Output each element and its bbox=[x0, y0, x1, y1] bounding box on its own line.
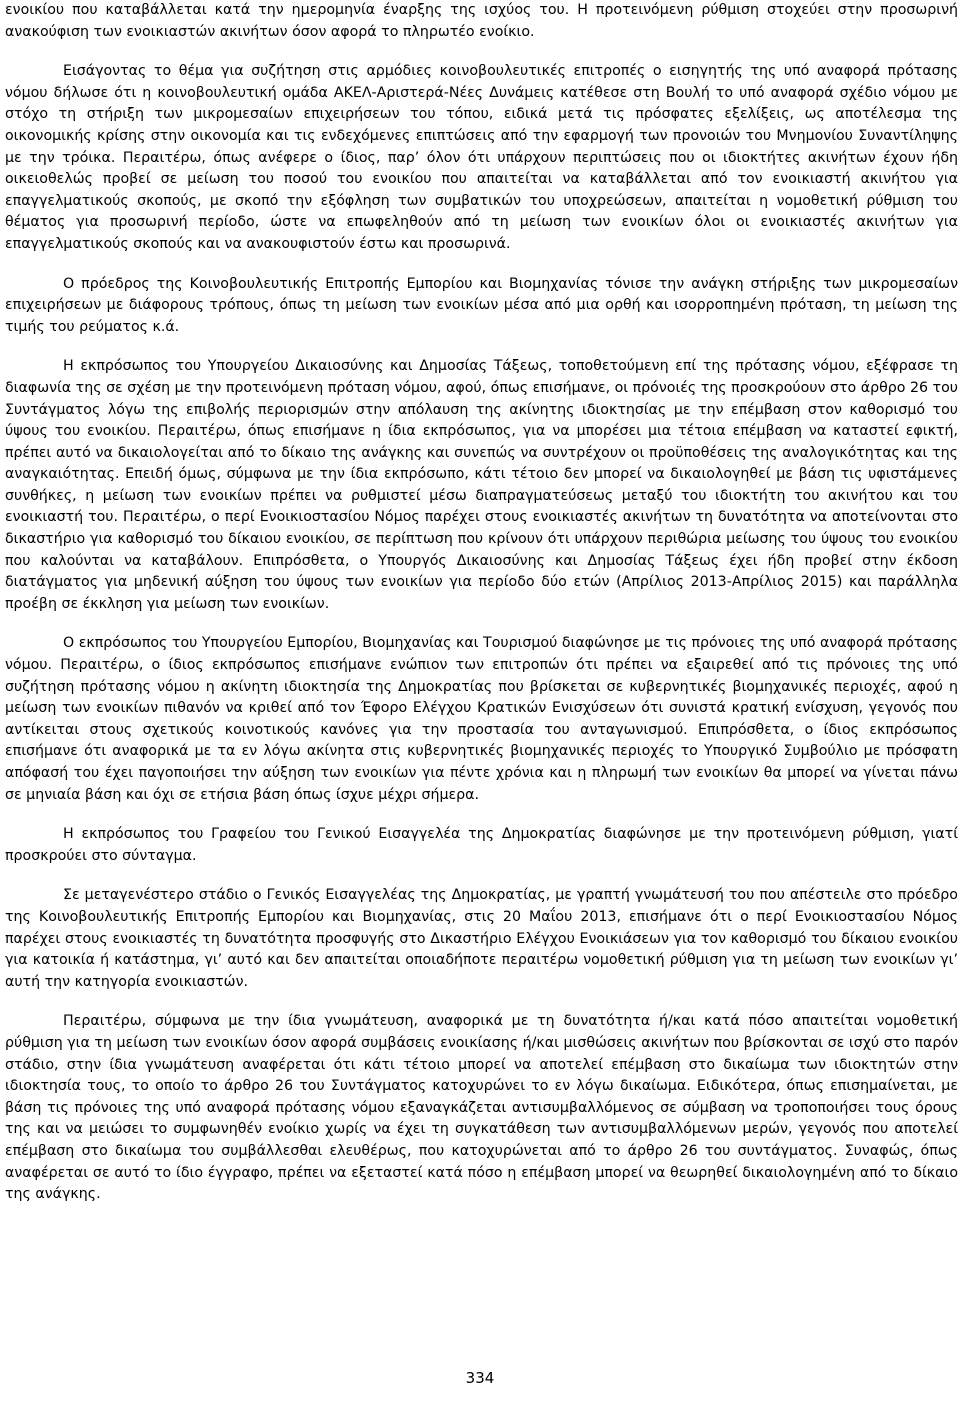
paragraph-spacer bbox=[5, 806, 958, 824]
paragraph-7: Σε μεταγενέστερο στάδιο ο Γενικός Εισαγγελέας της Δημοκρατίας, με γραπτή γνωμάτευσή του που απέστειλε στο πρόεδρο της Κοινοβουλευτικής Επιτροπής Εμπορίου και Βιομηχανίας, στις 20 Μαΐου 2013, επισήμανε ότι ο περί Ενοικιοστασίου Νόμος παρέχει στους ενοικιαστές τη δυνατότητα προσφυγής στο Δικαστήριο Ελέγχου Ενοικιάσεων για τον καθορισμό του δίκαιου ενοικίου για κατοικία ή κατάστημα, γι’ αυτό και δεν απαιτείται οποιαδήποτε περαιτέρω νομοθετική ρύθμιση για τη μείωση των ενοικίων γι’ αυτή την κατηγορία ενοικιαστών. bbox=[5, 887, 958, 990]
document-page bbox=[5, 0, 958, 1206]
paragraph-3: Ο πρόεδρος της Κοινοβουλευτικής Επιτροπής Εμπορίου και Βιομηχανίας τόνισε την ανάγκη στήριξης των μικρομεσαίων επιχειρήσεων με διάφορους τρόπους, όπως τη μείωση των ενοικίων μέσα από μια ορθή και ισορροπημένη πρόταση, τη μείωση της τιμής του ρεύματος κ.ά. bbox=[5, 275, 958, 335]
paragraph-spacer bbox=[5, 256, 958, 274]
paragraph-5: Ο εκπρόσωπος του Υπουργείου Εμπορίου, Βιομηχανίας και Τουρισμού διαφώνησε με τις πρόνοιες της υπό αναφορά πρότασης νόμου. Περαιτέρω, ο ίδιος εκπρόσωπος επισήμανε ενώπιον των επιτροπών ότι πρέπει να εξαιρεθεί από τις πρόνοιες της υπό συζήτηση πρότασης νόμου η ακίνητη ιδιοκτησία της Δημοκρατίας που βρίσκεται σε κυβερνητικές βιομηχανικές περιοχές, αφού η μείωση των ενοικίων πιθανόν να κριθεί από τον Έφορο Ελέγχου Κρατικών Ενισχύσεων ότι συνιστά κρατική ενίσχυση, γεγονός που αντίκειται στους σχετικούς κοινοτικούς κανόνες για την προστασία του ανταγωνισμού. Επιπρόσθετα, ο ίδιος εκπρόσωπος επισήμανε ότι αναφορικά με τα εν λόγω ακίνητα στις κυβερνητικές βιομηχανικές περιοχές το Υπουργικό Συμβούλιο με πρόσφατη απόφασή του έχει παγοποιήσει την αύξηση των ενοικίων για πέντε χρόνια και η πληρωμή των ενοικίων θα μπορεί να γίνεται πάνω σε μηνιαία βάση και όχι σε ετήσια βάση όπως ίσχυε μέχρι σήμερα. bbox=[5, 635, 958, 803]
paragraph-2: Εισάγοντας το θέμα για συζήτηση στις αρμόδιες κοινοβουλευτικές επιτροπές ο εισηγητής της υπό αναφορά πρότασης νόμου δήλωσε ότι η κοινοβουλευτική ομάδα ΑΚΕΛ-Αριστερά-Νέες Δυνάμεις κατέθεσε στη Βουλή το υπό αναφορά σχέδιο νόμου με στόχο τη στήριξη των μικρομεσαίων επιχειρήσεων του τόπου, ειδικά μετά τις πρόσφατες εξελίξεις, ως αποτέλεσμα της οικονομικής κρίσης στην οικονομία και τις ενδεχόμενες επιπτώσεις από την εφαρμογή των προνοιών του Μνημονίου Συναντίληψης με την τρόικα. Περαιτέρω, όπως ανέφερε ο ίδιος, παρ’ όλον ότι υπάρχουν περιπτώσεις που οι ιδιοκτήτες ακινήτων έχουν ήδη οικειοθελώς προβεί σε μείωση του ποσού του ενοικίου που απαιτείται να καταβάλλεται από τον ενοικιαστή ακινήτου για επαγγελματικούς σκοπούς, με σκοπό την εξόφληση των συμβατικών του υποχρεώσεων, απαιτείται η νομοθετική ρύθμιση του θέματος για προσωρινή περίοδο, ώστε να επωφεληθούν από τη μείωση των ενοικίων όλοι οι ενοικιαστές ακινήτων για επαγγελματικούς σκοπούς και να ανακουφιστούν έστω και προσωρινά. bbox=[5, 63, 958, 252]
paragraph-spacer bbox=[5, 615, 958, 633]
paragraph-spacer bbox=[5, 338, 958, 356]
paragraph-spacer bbox=[5, 867, 958, 885]
paragraph-6: Η εκπρόσωπος του Γραφείου του Γενικού Εισαγγελέα της Δημοκρατίας διαφώνησε με την προτεινόμενη ρύθμιση, γιατί προσκρούει στο σύνταγμα. bbox=[5, 826, 958, 864]
paragraph-spacer bbox=[5, 43, 958, 61]
paragraph-1: ενοικίου που καταβάλλεται κατά την ημερομηνία έναρξης της ισχύος του. Η προτεινόμενη ρύθμιση στοχεύει στην προσωρινή ανακούφιση των ενοικιαστών ακινήτων όσον αφορά το πληρωτέο ενοίκιο. bbox=[5, 2, 958, 40]
page-number: 334 bbox=[465, 1369, 495, 1387]
paragraph-8: Περαιτέρω, σύμφωνα με την ίδια γνωμάτευση, αναφορικά με τη δυνατότητα ή/και κατά πόσο απαιτείται νομοθετική ρύθμιση για τη μείωση των ενοικίων όσον αφορά συμβάσεις ενοικίασης ή/και μισθώσεις ακινήτων που βρίσκονται σε ισχύ στο παρόν στάδιο, στην ίδια γνωμάτευση αναφέρεται ότι κάτι τέτοιο μπορεί να αποτελεί επέμβαση στο δικαίωμα των ιδιοκτητών στην ιδιοκτησία τους, το οποίο το άρθρο 26 του Συντάγματος κατοχυρώνει το εν λόγω δικαίωμα. Ειδικότερα, όπως επισημαίνεται, με βάση τις πρόνοιες της υπό αναφορά πρότασης νόμου εξαναγκάζεται αντισυμβαλλόμενος σε σύμβαση να τροποποιήσει τους όρους της και να μειώσει το συμφωνηθέν ενοίκιο χωρίς να έχει τη συγκατάθεση των αντισυμβαλλόμενων μερών, γεγονός που αποτελεί επέμβαση στο δικαίωμα του συμβάλλεσθαι ελευθέρως, που κατοχυρώνεται από το άρθρο 26 του συντάγματος. Συναφώς, όπως αναφέρεται σε αυτό το ίδιο έγγραφο, πρέπει να εξεταστεί κατά πόσο η επέμβαση μπορεί να θεωρηθεί δικαιολογημένη από το δίκαιο της ανάγκης. bbox=[5, 1013, 958, 1203]
paragraph-spacer bbox=[5, 993, 958, 1011]
paragraph-4: Η εκπρόσωπος του Υπουργείου Δικαιοσύνης και Δημοσίας Τάξεως, τοποθετούμενη επί της πρότασης νόμου, εξέφρασε τη διαφωνία της σε σχέση με την προτεινόμενη πρόταση νόμου, αφού, όπως επισήμανε, οι πρόνοιές της προσκρούουν στο άρθρο 26 του Συντάγματος λόγω της επιβολής περιορισμών στην απόλαυση της ακίνητης ιδιοκτησίας με την επέμβαση στον καθορισμό του ύψους του ενοικίου. Περαιτέρω, όπως επισήμανε η ίδια εκπρόσωπος, για να μπορέσει μια τέτοια επέμβαση να καταστεί εφικτή, πρέπει αυτό να δικαιολογείται από το δίκαιο της ανάγκης και συνεπώς να συντρέχουν οι προϋποθέσεις της αναλογικότητας και της αναγκαιότητας. Επειδή όμως, σύμφωνα με την ίδια εκπρόσωπο, κάτι τέτοιο δεν μπορεί να δικαιολογηθεί με βάση τις υφιστάμενες συνθήκες, η μείωση των ενοικίων πρέπει να ρυθμιστεί μέσω διαπραγματεύσεως μεταξύ του ιδιοκτήτη του ακινήτου και του ενοικιαστή του. Περαιτέρω, ο περί Ενοικιοστασίου Νόμος παρέχει στους ενοικιαστές ακινήτων τη δυνατότητα να αποτείνονται στο δικαστήριο για καθορισμό του δίκαιου ενοικίου, σε περίπτωση που κρίνουν ότι υπάρχουν περιθώρια μείωσης του ύψους του ενοικίου που καλούνται να καταβάλουν. Επιπρόσθετα, ο Υπουργός Δικαιοσύνης και Δημοσίας Τάξεως έχει ήδη προβεί στην έκδοση διατάγματος για μηδενική αύξηση του ύψους των ενοικίων για περίοδο δύο ετών (Απρίλιος 2013-Απρίλιος 2015) και παράλληλα προέβη σε έκκληση για μείωση των ενοικίων. bbox=[5, 358, 958, 612]
